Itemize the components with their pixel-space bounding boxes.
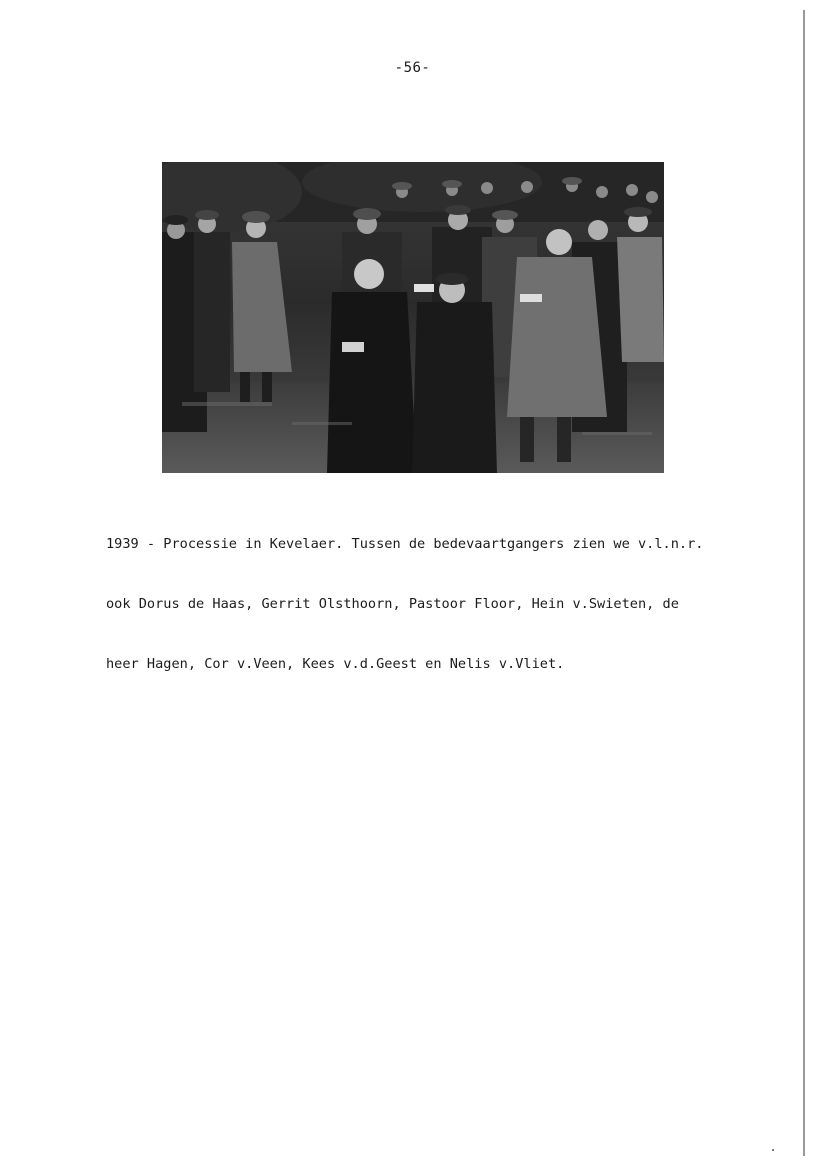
procession-photograph [162,162,664,473]
scan-speck [772,1149,774,1151]
page-number: -56- [394,60,431,76]
caption-line: heer Hagen, Cor v.Veen, Kees v.d.Geest en Nelis v.Vliet. [106,656,565,672]
page-edge-line [803,10,805,1156]
caption-line: 1939 - Processie in Kevelaer. Tussen de bedevaartgangers zien we v.l.n.r. [106,536,704,552]
caption-line: ook Dorus de Haas, Gerrit Olsthoorn, Pastoor Floor, Hein v.Swieten, de [106,596,679,612]
photo-caption [106,494,746,694]
